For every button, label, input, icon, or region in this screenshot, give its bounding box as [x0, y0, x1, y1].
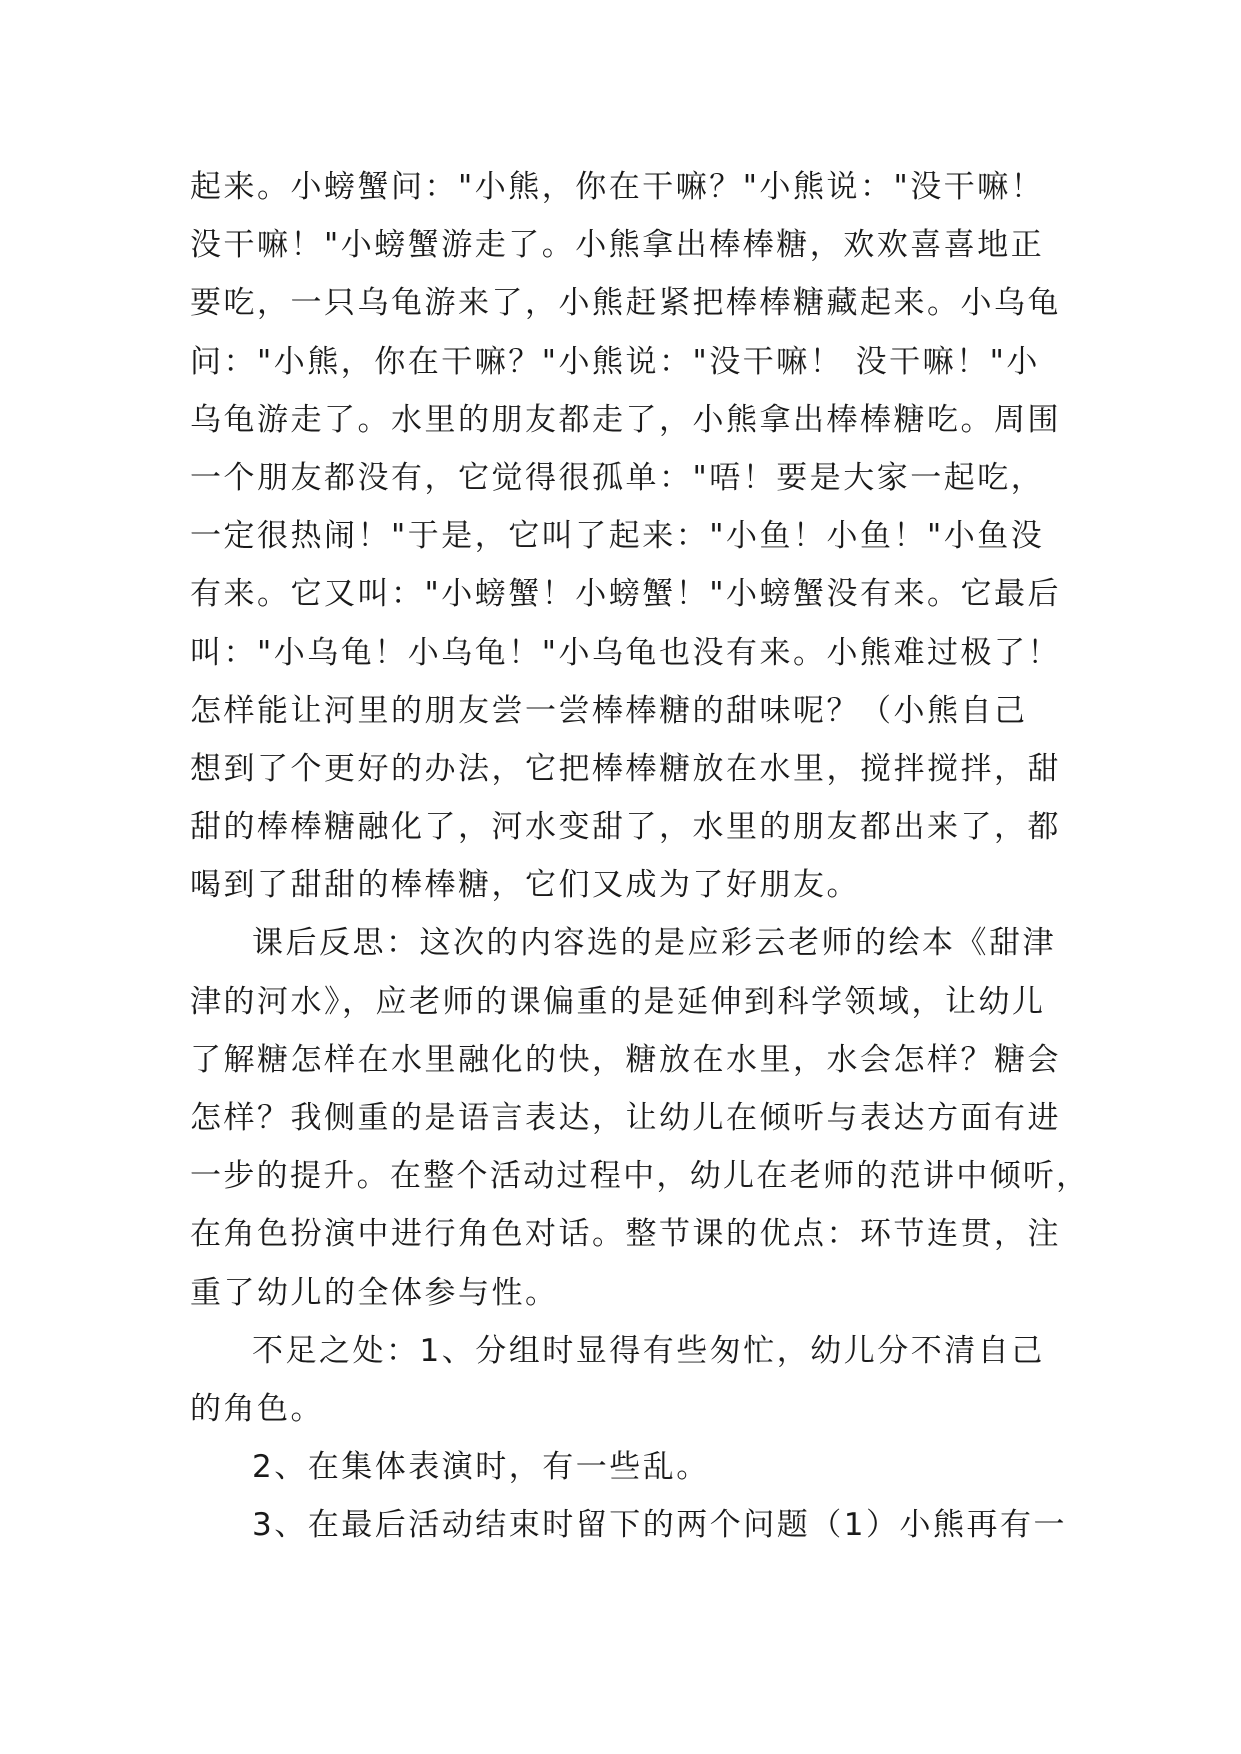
text-line: 怎样？我侧重的是语言表达，让幼儿在倾听与表达方面有进: [190, 1100, 1061, 1136]
text-line: 3、在最后活动结束时留下的两个问题（1）小熊再有一: [252, 1507, 1067, 1544]
text-line: 想到了个更好的办法，它把棒棒糖放在水里，搅拌搅拌，甜: [190, 750, 1061, 787]
text-line: 没干嘛！"小螃蟹游走了。小熊拿出棒棒糖，欢欢喜喜地正: [190, 227, 1045, 264]
text-line: 课后反思：这次的内容选的是应彩云老师的绘本《甜津: [252, 925, 1056, 962]
text-line: 乌龟游走了。水里的朋友都走了，小熊拿出棒棒糖吃。周围: [190, 401, 1061, 438]
text-line: 一个朋友都没有，它觉得很孤单："唔！要是大家一起吃，: [190, 459, 1045, 496]
text-line: 在角色扮演中进行角色对话。整节课的优点：环节连贯，注: [190, 1216, 1061, 1253]
document-body: [190, 158, 1090, 1555]
text-line: 叫："小乌龟！小乌龟！"小乌龟也没有来。小熊难过极了！: [190, 634, 1062, 671]
text-line: 甜的棒棒糖融化了，河水变甜了，水里的朋友都出来了，都: [190, 809, 1061, 846]
text-line: 津的河水》，应老师的课偏重的是延伸到科学领域，让幼儿: [190, 983, 1046, 1020]
text-line: 怎样能让河里的朋友尝一尝棒棒糖的甜味呢？（小熊自己: [190, 692, 1028, 729]
text-line: 一定很热闹！"于是，它叫了起来："小鱼！小鱼！"小鱼没: [190, 518, 1045, 555]
text-line: 要吃，一只乌龟游来了，小熊赶紧把棒棒糖藏起来。小乌龟: [190, 285, 1061, 322]
text-line: 不足之处：1、分组时显得有些匆忙，幼儿分不清自己: [252, 1332, 1045, 1369]
text-line: 喝到了甜甜的棒棒糖，它们又成为了好朋友。: [190, 867, 860, 904]
text-line: 了解糖怎样在水里融化的快，糖放在水里，水会怎样？糖会: [190, 1041, 1061, 1078]
text-line: 问："小熊，你在干嘛？"小熊说："没干嘛！ 没干嘛！"小: [190, 343, 1040, 380]
text-line: 的角色。: [190, 1390, 324, 1427]
text-line: 2、在集体表演时，有一些乱。: [252, 1449, 710, 1486]
text-line: 有来。它又叫："小螃蟹！小螃蟹！"小螃蟹没有来。它最后: [190, 576, 1062, 613]
text-line: 重了幼儿的全体参与性。: [190, 1274, 559, 1311]
text-line: 起来。小螃蟹问："小熊，你在干嘛？"小熊说："没干嘛！: [190, 169, 1045, 205]
text-line: 一步的提升。在整个活动过程中，幼儿在老师的范讲中倾听，: [190, 1158, 1090, 1195]
